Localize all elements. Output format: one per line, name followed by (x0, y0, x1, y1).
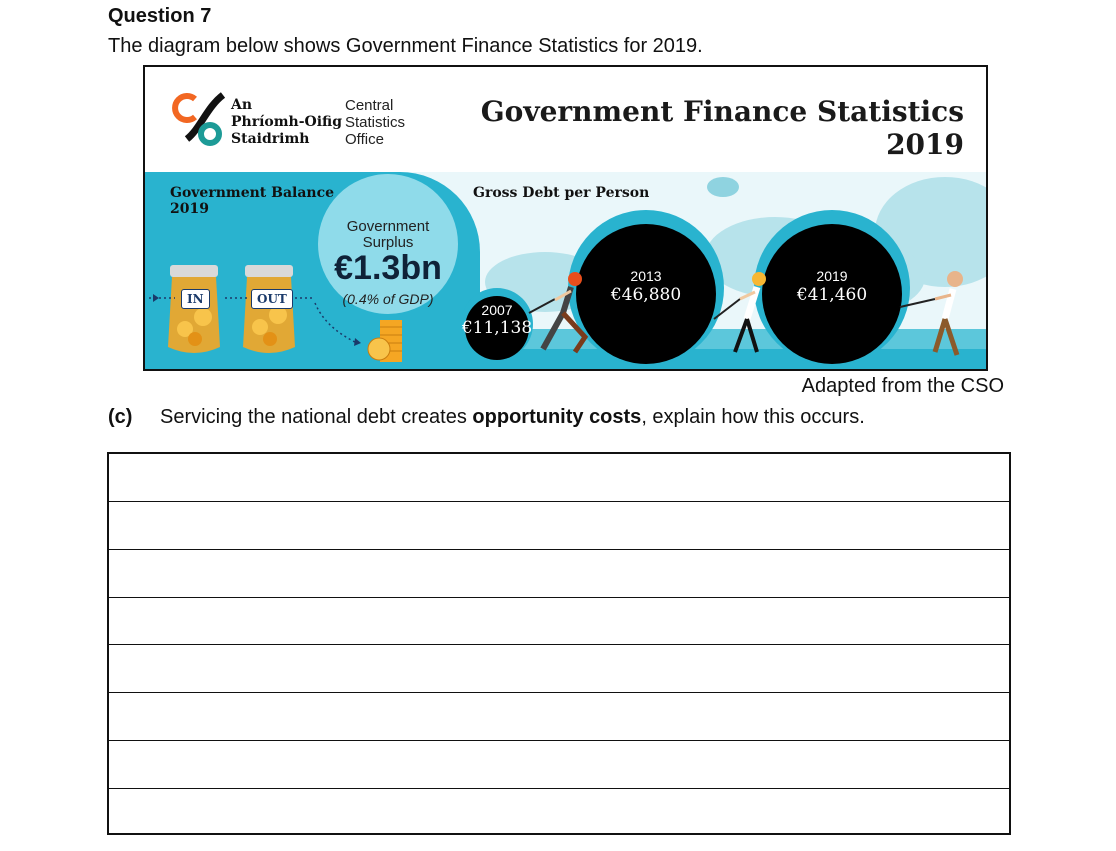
jar-in (168, 265, 220, 353)
question-title: Question 7 (108, 5, 212, 27)
gross-debt-heading: Gross Debt per Person (473, 185, 650, 201)
debt-value-2013: €46,880 (610, 285, 682, 305)
answer-line (109, 692, 1009, 693)
answer-line (109, 501, 1009, 502)
debt-year-2019: 2019 (816, 268, 848, 284)
answer-line (109, 549, 1009, 550)
surplus-value: €1.3bn (334, 249, 442, 287)
debt-year-2007: 2007 (481, 302, 513, 318)
surplus-label: Government Surplus (346, 218, 430, 251)
debt-value-2019: €41,460 (796, 285, 868, 305)
part-c-question: (c) Servicing the national debt creates opportunity costs, explain how this occurs. (108, 406, 865, 428)
source-credit: Adapted from the CSO (801, 375, 1004, 397)
logo-english-name: Central Statistics Office (345, 97, 406, 148)
government-balance-heading: Government Balance 2019 (170, 185, 335, 217)
jar-in-label: IN (181, 289, 210, 309)
debt-year-2013: 2013 (630, 268, 662, 284)
answer-line (109, 788, 1009, 789)
jar-out-label: OUT (251, 289, 293, 309)
jar-out (243, 265, 295, 353)
small-cloud (707, 177, 739, 197)
logo-irish-name: An Phríomh-Oifig Staidrimh (231, 97, 343, 147)
infographic (143, 65, 988, 371)
debt-value-2007: €11,138 (461, 318, 533, 338)
answer-line (109, 597, 1009, 598)
infographic-title: Government Finance Statistics 2019 (480, 95, 964, 161)
surplus-gdp: (0.4% of GDP) (342, 291, 434, 307)
answer-line (109, 644, 1009, 645)
cso-logo-icon (175, 95, 223, 143)
question-intro: The diagram below shows Government Finance Statistics for 2019. (108, 35, 703, 57)
answer-box[interactable] (107, 452, 1011, 835)
part-c-label: (c) (108, 406, 133, 428)
answer-line (109, 740, 1009, 741)
